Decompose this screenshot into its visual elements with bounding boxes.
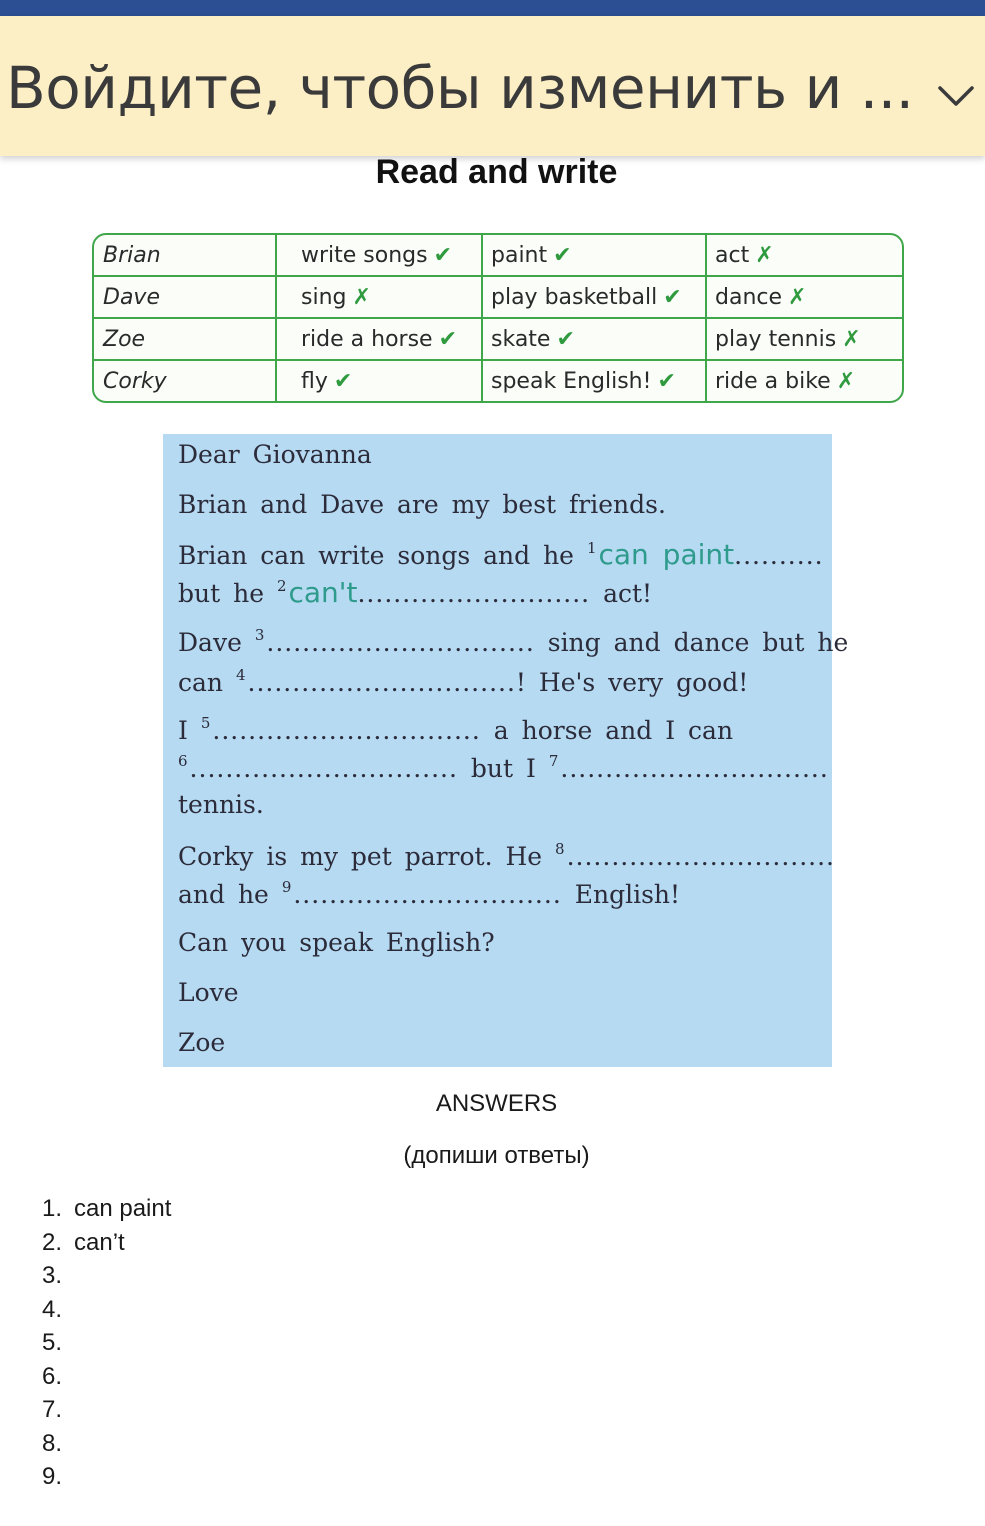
table-cell-skill	[482, 276, 706, 318]
check-icon: ✔	[438, 326, 458, 352]
login-banner[interactable]	[0, 16, 985, 156]
list-item	[42, 1226, 171, 1260]
table-cell-skill	[276, 276, 482, 318]
letter-card	[163, 434, 849, 1067]
gap-number: 3	[254, 626, 265, 644]
table-cell-skill	[276, 360, 482, 401]
letter-text: and he	[178, 880, 269, 909]
gap-number: 7	[548, 752, 559, 770]
table-cell-name: Brian	[94, 235, 276, 276]
answer-gap: ..............................	[266, 628, 535, 657]
list-item	[42, 1360, 171, 1394]
table-row	[94, 235, 902, 276]
letter-line	[178, 878, 680, 909]
list-item	[42, 1427, 171, 1461]
table-cell-skill	[276, 235, 482, 276]
answer-gap: ..............................	[560, 754, 829, 783]
answer-number: 9.	[42, 1463, 63, 1490]
gap-number: 6	[178, 752, 188, 770]
check-icon: ✔	[333, 368, 353, 394]
answer-number: 2.	[42, 1228, 63, 1256]
table-row	[94, 360, 902, 401]
chevron-down-icon[interactable]	[934, 74, 978, 118]
gap-number: 2	[276, 577, 287, 595]
answer-gap: ..............................	[293, 880, 562, 909]
skill-label: paint	[491, 242, 548, 268]
answer-number: 3.	[42, 1262, 63, 1289]
handwritten-answer: can't	[288, 576, 358, 609]
letter-text: but he	[178, 579, 264, 608]
list-item	[42, 1393, 171, 1427]
gap-number: 9	[281, 878, 292, 896]
letter-line	[178, 626, 848, 657]
exercise-heading: Read and write	[375, 153, 618, 191]
letter-line	[178, 666, 748, 697]
answer-gap: ..............................	[247, 668, 516, 697]
check-icon: ✔	[657, 368, 676, 394]
answer-number: 7.	[42, 1396, 63, 1423]
cross-icon: ✗	[755, 242, 774, 268]
ability-table	[92, 233, 904, 403]
skill-label: skate	[491, 326, 551, 352]
letter-signature: Zoe	[178, 1028, 226, 1057]
letter-line	[178, 714, 733, 745]
table-cell-skill	[482, 235, 706, 276]
skill-label: act	[715, 242, 750, 268]
list-item	[42, 1192, 171, 1226]
list-item	[42, 1259, 171, 1293]
answer-gap: ..............................	[566, 842, 835, 871]
skill-label: write songs	[301, 242, 428, 268]
table-cell-name: Corky	[94, 360, 276, 401]
answer-gap: ..............................	[212, 716, 481, 745]
skill-label: play basketball	[491, 284, 658, 310]
handwritten-answer: can paint	[598, 538, 735, 571]
letter-text: act!	[603, 579, 653, 608]
top-bar	[0, 0, 985, 16]
check-icon: ✔	[553, 242, 572, 268]
answer-list	[42, 1192, 171, 1494]
table-row	[94, 318, 902, 360]
skill-label: dance	[715, 284, 783, 310]
gap-number: 5	[200, 714, 211, 732]
letter-text: ! He's very good!	[515, 668, 749, 697]
banner-title: Войдите, чтобы изменить и ...	[6, 54, 914, 122]
skill-label: ride a bike	[715, 368, 831, 394]
skill-label: ride a horse	[301, 326, 433, 352]
answer-gap: ..........	[734, 541, 824, 570]
letter-greeting: Dear Giovanna	[178, 440, 372, 469]
answer-number: 4.	[42, 1295, 63, 1323]
letter-text: a horse and I can	[493, 716, 734, 745]
letter-text: Brian can write songs and he	[178, 541, 574, 570]
letter-line	[178, 538, 824, 571]
letter-line: Brian and Dave are my best friends.	[178, 490, 666, 519]
check-icon: ✔	[663, 284, 682, 310]
answers-heading: ANSWERS	[435, 1090, 558, 1117]
letter-text: Dave	[178, 628, 242, 657]
gap-number: 1	[586, 539, 597, 557]
table-cell-skill	[706, 276, 902, 318]
table-cell-skill	[482, 360, 706, 401]
table-cell-skill	[706, 360, 902, 401]
answer-text: can’t	[74, 1228, 125, 1256]
skill-label: sing	[301, 284, 347, 310]
answer-gap: ..............................	[189, 754, 458, 783]
skill-label: speak English!	[491, 368, 652, 394]
letter-line	[178, 576, 652, 609]
gap-number: 8	[555, 840, 565, 858]
letter-line: tennis.	[178, 790, 264, 819]
table-cell-name: Dave	[94, 276, 276, 318]
check-icon: ✔	[556, 326, 575, 352]
letter-line	[178, 752, 829, 783]
letter-text: English!	[574, 880, 681, 909]
cross-icon: ✗	[788, 284, 807, 310]
answer-number: 1.	[42, 1195, 63, 1222]
answer-gap: ..........................	[357, 579, 591, 608]
list-item	[42, 1326, 171, 1360]
table-row	[94, 276, 902, 318]
skill-label: play tennis	[715, 326, 837, 352]
answer-number: 5.	[42, 1329, 63, 1356]
letter-text: I	[178, 716, 188, 745]
letter-text: Corky is my pet parrot. He	[178, 842, 543, 871]
answer-text: can paint	[74, 1195, 172, 1222]
skill-label: fly	[301, 368, 328, 394]
letter-signoff: Love	[178, 978, 239, 1007]
table-cell-name: Zoe	[94, 318, 276, 360]
answer-number: 6.	[42, 1362, 63, 1390]
gap-number: 4	[235, 666, 246, 684]
table-cell-skill	[482, 318, 706, 360]
letter-text: sing and dance but he	[547, 628, 849, 657]
letter-line	[178, 840, 835, 871]
table-cell-skill	[706, 235, 902, 276]
list-item	[42, 1293, 171, 1327]
answer-number: 8.	[42, 1429, 63, 1457]
answers-subheading: (допиши ответы)	[403, 1142, 590, 1169]
table-cell-skill	[276, 318, 482, 360]
letter-text: but I	[470, 754, 536, 783]
list-item	[42, 1460, 171, 1494]
letter-text: can	[178, 668, 224, 697]
letter-line: Can you speak English?	[178, 928, 495, 957]
cross-icon: ✗	[836, 368, 856, 394]
cross-icon: ✗	[842, 326, 861, 352]
table-cell-skill	[706, 318, 902, 360]
cross-icon: ✗	[352, 284, 371, 310]
check-icon: ✔	[433, 242, 453, 268]
